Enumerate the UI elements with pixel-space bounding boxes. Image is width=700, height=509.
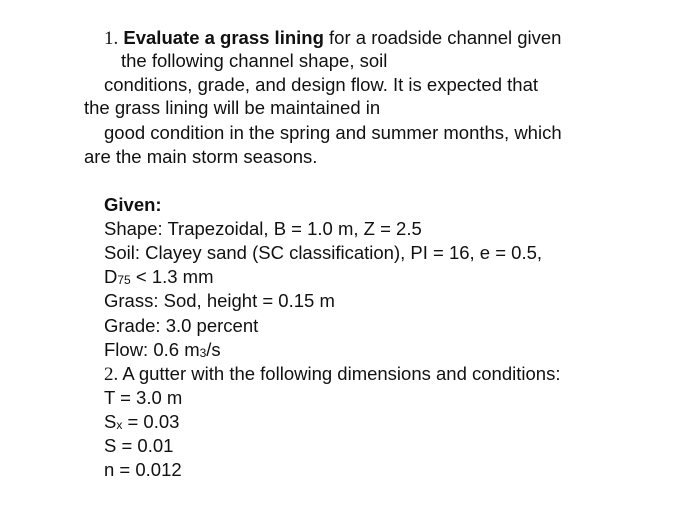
given-shape: Shape: Trapezoidal, B = 1.0 m, Z = 2.5 bbox=[104, 218, 422, 239]
flow-subscript: 3 bbox=[199, 346, 207, 360]
q2-sx bbox=[104, 411, 179, 435]
given-d75 bbox=[104, 266, 214, 290]
d-value: < 1.3 mm bbox=[130, 266, 214, 287]
sx-symbol: S bbox=[104, 411, 117, 432]
sx-subscript: x bbox=[116, 418, 123, 432]
q2-number: 2. bbox=[104, 364, 119, 385]
sx-value: = 0.03 bbox=[122, 411, 180, 432]
q1-line-6: are the main storm seasons. bbox=[84, 146, 318, 167]
q1-line-2: the following channel shape, soil bbox=[121, 50, 388, 71]
q1-line-5: good condition in the spring and summer months, which bbox=[104, 122, 562, 143]
given-grade: Grade: 3.0 percent bbox=[104, 315, 259, 336]
q2-first-line bbox=[104, 363, 560, 386]
given-soil: Soil: Clayey sand (SC classification), PI = 16, e = 0.5, bbox=[104, 242, 543, 263]
given-grass: Grass: Sod, height = 0.15 m bbox=[104, 290, 335, 311]
q1-number: 1. bbox=[104, 28, 119, 49]
q2-text: A gutter with the following dimensions and conditions: bbox=[118, 363, 561, 384]
q1-first-line bbox=[104, 27, 561, 50]
q2-n: n = 0.012 bbox=[104, 459, 182, 480]
q1-line-4: the grass lining will be maintained in bbox=[84, 97, 381, 118]
d-subscript: 75 bbox=[117, 273, 131, 287]
given-flow bbox=[104, 339, 221, 363]
q1-line-3: conditions, grade, and design flow. It is expected that bbox=[104, 74, 539, 95]
q2-t: T = 3.0 m bbox=[104, 387, 183, 408]
q2-s: S = 0.01 bbox=[104, 435, 174, 456]
given-heading: Given: bbox=[104, 194, 162, 215]
q1-title-bold: Evaluate a grass lining bbox=[123, 27, 324, 48]
q1-title-rest: for a roadside channel given bbox=[323, 27, 562, 48]
flow-suffix: /s bbox=[206, 339, 221, 360]
flow-prefix: Flow: 0.6 m bbox=[104, 339, 200, 360]
d-symbol: D bbox=[104, 266, 118, 287]
